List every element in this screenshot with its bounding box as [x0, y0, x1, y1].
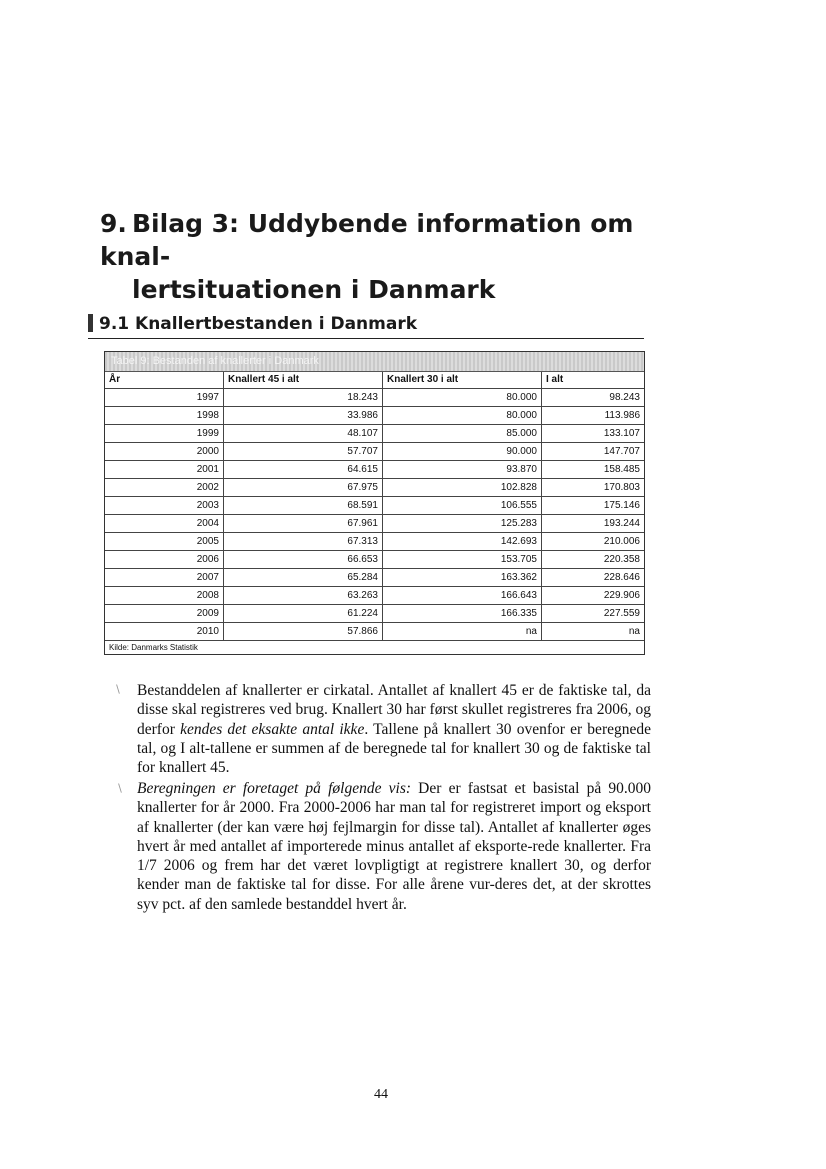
cell-knallert-30: 85.000: [383, 425, 542, 443]
cell-year: 2006: [105, 551, 224, 569]
margin-mark-icon: ∖: [114, 683, 122, 696]
cell-knallert-45: 61.224: [224, 605, 383, 623]
cell-knallert-30: na: [383, 623, 542, 641]
margin-mark-icon: ∖: [116, 782, 124, 795]
cell-knallert-30: 102.828: [383, 479, 542, 497]
table-header-row: [105, 372, 644, 389]
chapter-title-line1: Bilag 3: Uddybende information om knal-: [100, 209, 634, 271]
table-row: [105, 569, 644, 587]
table-row: [105, 443, 644, 461]
p1-text-a: Bestanddelen af knallerter er cirkatal. Antallet af knallert 45 er de faktiske tal, da disse skal registreres ved brug. Knallert 30 har først skullet registreres fra 2006, og derfor: [137, 682, 651, 738]
page-number: 44: [374, 1087, 388, 1102]
cell-total: 220.358: [542, 551, 645, 569]
cell-year: 2003: [105, 497, 224, 515]
table-row: [105, 551, 644, 569]
cell-knallert-30: 125.283: [383, 515, 542, 533]
section-title-text: 9.1 Knallertbestanden i Danmark: [99, 314, 418, 334]
cell-total: 133.107: [542, 425, 645, 443]
header-total: I alt: [542, 372, 645, 389]
cell-knallert-30: 90.000: [383, 443, 542, 461]
header-knallert-30: Knallert 30 i alt: [383, 372, 542, 389]
cell-year: 2000: [105, 443, 224, 461]
cell-knallert-45: 68.591: [224, 497, 383, 515]
chapter-title-line2: lertsituationen i Danmark: [132, 275, 496, 304]
table-row: [105, 389, 644, 407]
table-body: [105, 389, 644, 641]
table-row: [105, 497, 644, 515]
cell-total: 147.707: [542, 443, 645, 461]
cell-knallert-45: 67.961: [224, 515, 383, 533]
paragraph-1: [137, 681, 651, 777]
cell-year: 2005: [105, 533, 224, 551]
cell-total: 227.559: [542, 605, 645, 623]
chapter-title: [100, 207, 700, 306]
cell-total: 175.146: [542, 497, 645, 515]
cell-knallert-30: 106.555: [383, 497, 542, 515]
cell-knallert-45: 66.653: [224, 551, 383, 569]
paragraph-2: [137, 779, 651, 914]
cell-knallert-45: 57.866: [224, 623, 383, 641]
header-year: År: [105, 372, 224, 389]
cell-total: na: [542, 623, 645, 641]
cell-knallert-45: 64.615: [224, 461, 383, 479]
table-source: Kilde: Danmarks Statistik: [109, 643, 198, 652]
cell-year: 1998: [105, 407, 224, 425]
table-row: [105, 515, 644, 533]
p2-text-b: Der er fastsat et basistal på 90.000 knallerter for år 2000. Fra 2000-2006 har man tal for registreret import og eksport af knallerter (der kan være høj fejlmargin for disse tal). Antallet af knallerter øges hvert år med antallet af importerede minus antallet af eksporte-rede knallerter. Fra 1/7 2006 og frem har det været lovpligtigt at registrere knallert 30, og derfor kender man de faktiske tal for disse. For alle årene vur-deres det, at der skrottes syv pct. af den samlede bestanddel hvert år.: [137, 780, 651, 913]
p1-emphasis: kendes det eksakte antal ikke: [180, 720, 365, 738]
data-table-box: [104, 351, 645, 655]
cell-year: 2008: [105, 587, 224, 605]
cell-knallert-30: 153.705: [383, 551, 542, 569]
header-knallert-45: Knallert 45 i alt: [224, 372, 383, 389]
p1-text-b: . Tallene på knallert 30 ovenfor er beregnede tal, og I alt-tallene er summen af de beregnede tal for knallert 30 og de faktiske tal for knallert 45.: [137, 720, 651, 777]
cell-year: 2004: [105, 515, 224, 533]
cell-year: 1997: [105, 389, 224, 407]
cell-year: 2010: [105, 623, 224, 641]
cell-total: 228.646: [542, 569, 645, 587]
cell-knallert-30: 166.335: [383, 605, 542, 623]
table-row: [105, 425, 644, 443]
chapter-number: 9.: [100, 209, 127, 238]
cell-total: 113.986: [542, 407, 645, 425]
cell-knallert-45: 63.263: [224, 587, 383, 605]
table-row: [105, 407, 644, 425]
cell-knallert-45: 18.243: [224, 389, 383, 407]
cell-total: 210.006: [542, 533, 645, 551]
cell-knallert-30: 166.643: [383, 587, 542, 605]
cell-year: 2007: [105, 569, 224, 587]
section-title: [88, 314, 644, 339]
table-row: [105, 587, 644, 605]
cell-knallert-45: 65.284: [224, 569, 383, 587]
cell-knallert-30: 142.693: [383, 533, 542, 551]
cell-knallert-30: 80.000: [383, 389, 542, 407]
cell-knallert-45: 57.707: [224, 443, 383, 461]
cell-knallert-45: 48.107: [224, 425, 383, 443]
cell-total: 229.906: [542, 587, 645, 605]
p2-emphasis: Beregningen er foretaget på følgende vis:: [137, 780, 412, 797]
section-marker-bar: [88, 314, 93, 332]
cell-year: 2001: [105, 461, 224, 479]
cell-year: 2009: [105, 605, 224, 623]
cell-total: 158.485: [542, 461, 645, 479]
table-row: [105, 461, 644, 479]
cell-knallert-30: 163.362: [383, 569, 542, 587]
cell-total: 170.803: [542, 479, 645, 497]
table-row: [105, 479, 644, 497]
data-table: [105, 372, 644, 641]
cell-year: 2002: [105, 479, 224, 497]
cell-knallert-45: 67.313: [224, 533, 383, 551]
cell-knallert-30: 80.000: [383, 407, 542, 425]
table-row: [105, 623, 644, 641]
cell-knallert-30: 93.870: [383, 461, 542, 479]
cell-total: 98.243: [542, 389, 645, 407]
cell-total: 193.244: [542, 515, 645, 533]
cell-knallert-45: 33.986: [224, 407, 383, 425]
table-caption: Tabel 9: Bestanden af knallerter i Danmark: [105, 352, 644, 372]
table-row: [105, 533, 644, 551]
table-row: [105, 605, 644, 623]
cell-year: 1999: [105, 425, 224, 443]
cell-knallert-45: 67.975: [224, 479, 383, 497]
